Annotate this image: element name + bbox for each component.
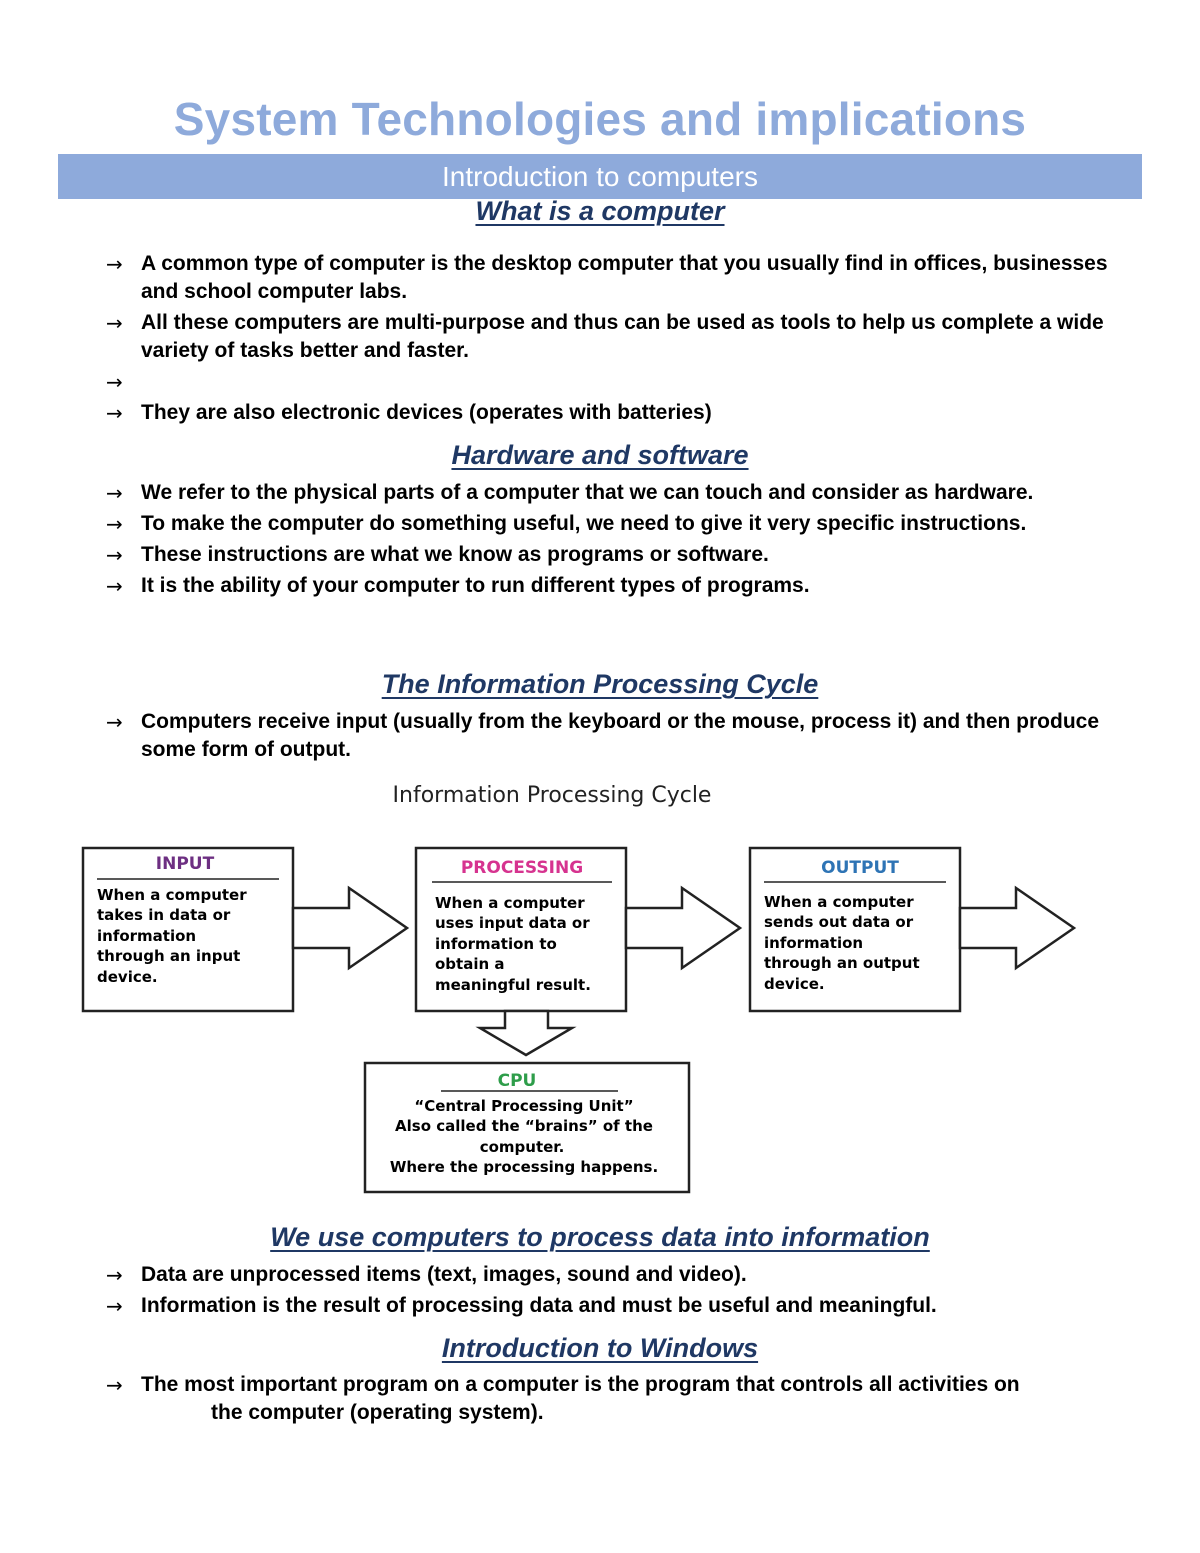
input-box <box>83 848 293 1011</box>
input-text-line: through an input <box>97 947 241 965</box>
output-box <box>750 848 960 1011</box>
arrow-bullet-icon: → <box>106 1294 123 1318</box>
input-text-line: When a computer <box>97 886 247 904</box>
heading-information-processing-cycle: The Information Processing Cycle <box>381 669 819 699</box>
output-text-line: When a computer <box>764 893 914 911</box>
arrow-bullet-icon: → <box>106 252 123 276</box>
cpu-text-line: computer. <box>479 1138 565 1156</box>
section-banner: Introduction to computers <box>58 154 1142 199</box>
arrow-bullet-icon: → <box>106 370 123 394</box>
bullet-list-introduction-to-windows <box>106 1371 1136 1430</box>
output-text-line: information <box>764 934 864 952</box>
diagram-title: Information Processing Cycle <box>392 783 712 808</box>
arrow-bullet-icon: → <box>106 481 123 505</box>
arrow-bullet-icon: → <box>106 512 123 536</box>
input-label: INPUT <box>155 854 215 874</box>
information-processing-cycle-diagram <box>0 770 1200 1210</box>
heading-what-is-a-computer: What is a computer <box>475 196 725 226</box>
bullet-list-hardware-and-software <box>106 479 1136 603</box>
processing-text-line: uses input data or <box>435 914 590 932</box>
cpu-text-line: “Central Processing Unit” <box>414 1097 634 1115</box>
input-text-line: information <box>97 927 197 945</box>
processing-text-line: obtain a <box>435 955 505 973</box>
arrow-bullet-icon: → <box>106 1373 123 1397</box>
arrow-bullet-icon: → <box>106 311 123 335</box>
cpu-text-line: Where the processing happens. <box>389 1158 659 1176</box>
list-item: → Data are unprocessed items (text, images, sound and video). <box>106 1263 747 1287</box>
list-item: → To make the computer do something useful, we need to give it very specific instructions. <box>106 512 1027 536</box>
heading-introduction-to-windows: Introduction to Windows <box>441 1333 759 1363</box>
arrow-bullet-icon: → <box>106 710 123 734</box>
right-arrow-icon <box>960 888 1074 968</box>
page-title: System Technologies and implications <box>173 93 1027 145</box>
list-item: → They are also electronic devices (operates with batteries) <box>106 401 712 425</box>
list-item: → The most important program on a computer is the program that controls all activities on the computer (operating system). <box>106 1373 1020 1424</box>
list-item: → It is the ability of your computer to run different types of programs. <box>106 574 810 598</box>
arrow-bullet-icon: → <box>106 574 123 598</box>
arrow-bullet-icon: → <box>106 543 123 567</box>
output-text-line: device. <box>764 975 825 993</box>
processing-text-line: meaningful result. <box>435 976 591 994</box>
arrow-bullet-icon: → <box>106 1263 123 1287</box>
bullet-list-what-is-a-computer <box>106 250 1136 430</box>
input-text-line: takes in data or <box>97 906 231 924</box>
cpu-text-line: Also called the “brains” of the <box>395 1117 653 1135</box>
list-item: → All these computers are multi-purpose and thus can be used as tools to help us complete a wide variety of tasks better and faster. <box>106 311 1104 362</box>
output-label: OUTPUT <box>821 858 899 878</box>
list-item: → We refer to the physical parts of a computer that we can touch and consider as hardware. <box>106 481 1034 505</box>
output-text-line: through an output <box>764 954 920 972</box>
processing-text-line: information to <box>435 935 557 953</box>
list-item: → These instructions are what we know as programs or software. <box>106 543 769 567</box>
heading-hardware-and-software: Hardware and software <box>451 440 749 470</box>
list-item <box>106 368 1136 396</box>
right-arrow-icon <box>293 888 407 968</box>
processing-text-line: When a computer <box>435 894 585 912</box>
down-arrow-icon <box>480 1011 572 1055</box>
output-text-line: sends out data or <box>764 913 914 931</box>
cpu-label: CPU <box>497 1071 537 1091</box>
list-item: → A common type of computer is the desktop computer that you usually find in offices, businesses and school computer labs. <box>106 252 1108 303</box>
processing-label: PROCESSING <box>460 858 584 878</box>
processing-box <box>416 848 626 1011</box>
cpu-box <box>365 1063 689 1192</box>
list-item: → Information is the result of processing data and must be useful and meaningful. <box>106 1294 937 1318</box>
bullet-list-data-information <box>106 1261 1136 1323</box>
input-text-line: device. <box>97 968 158 986</box>
bullet-list-information-processing-cycle <box>106 708 1136 767</box>
right-arrow-icon <box>626 888 740 968</box>
heading-process-data-into-information: We use computers to process data into information <box>270 1222 930 1252</box>
arrow-bullet-icon: → <box>106 401 123 425</box>
list-item: → Computers receive input (usually from the keyboard or the mouse, process it) and then produce some form of output. <box>106 710 1100 761</box>
